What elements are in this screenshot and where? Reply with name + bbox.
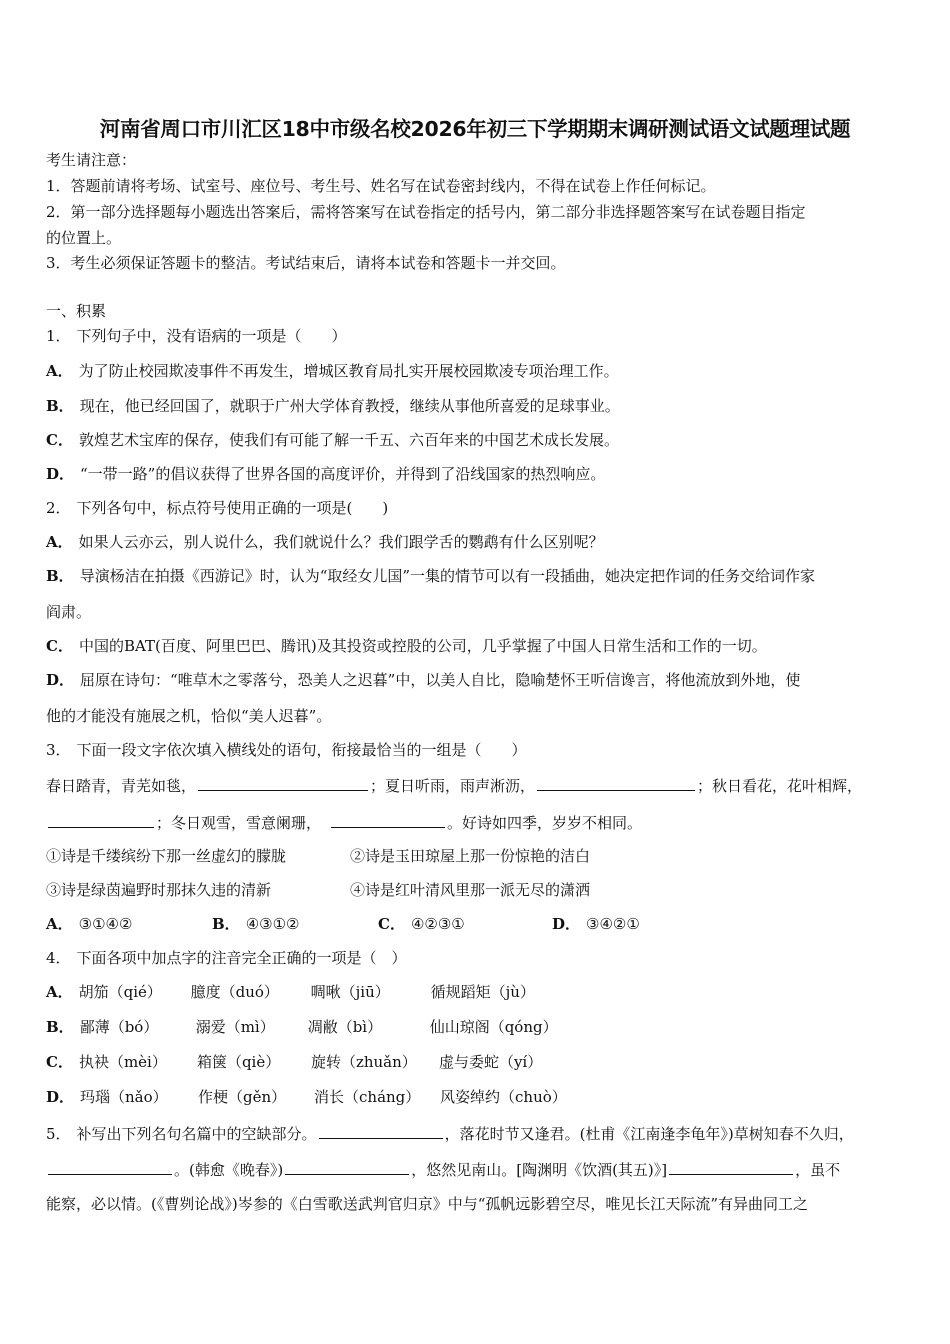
- option-text: 现在，他已经回国了，就职于广州大学体育教授，继续从事他所喜爱的足球事业。: [79, 397, 620, 415]
- passage-text: 春日踏青，青芜如毯，: [46, 777, 197, 795]
- answer-option: [378, 914, 552, 934]
- answer-blank[interactable]: [537, 775, 695, 791]
- q1-option-a: [46, 361, 619, 381]
- option-text: “一带一路”的倡议获得了世界各国的高度评价，并得到了沿线国家的热烈响应。: [80, 465, 606, 483]
- option-label: A．: [46, 983, 73, 1001]
- option-label: A．: [46, 533, 73, 551]
- option-label: D．: [46, 671, 75, 689]
- question-text: 下列各句中，标点符号使用正确的一项是( ): [76, 499, 389, 517]
- question-number: 4．: [46, 949, 71, 967]
- pinyin-item: 凋敝（bì）: [307, 1018, 383, 1036]
- option-text: ③④②①: [586, 915, 640, 933]
- exam-title: 河南省周口市川汇区18中市级名校2026年初三下学期期末调研测试语文试题理试题: [99, 117, 851, 141]
- q1-option-b: [46, 396, 620, 416]
- pinyin-item: 箱箧（qiè）: [196, 1053, 281, 1071]
- answer-blank[interactable]: [48, 1159, 172, 1175]
- pinyin-item: 鄙薄（bó）: [79, 1018, 159, 1036]
- q3-answer-options: [46, 914, 640, 934]
- choice-item: ②诗是玉田琼屋上那一份惊艳的洁白: [350, 847, 591, 865]
- option-label: B．: [46, 397, 74, 415]
- notice-item: 2．第一部分选择题每小题选出答案后，需将答案写在试卷指定的括号内，第二部分非选择题答案写在试卷题目指定: [46, 203, 806, 221]
- option-text: 如果人云亦云，别人说什么，我们就说什么？我们跟学舌的鹦鹉有什么区别呢？: [78, 533, 604, 551]
- question-text: 。(韩愈《晚春》): [174, 1161, 284, 1179]
- passage-text: ；夏日听雨，雨声淅沥，: [370, 777, 536, 795]
- section-heading: 一、积累: [46, 302, 107, 320]
- option-label: B．: [46, 1018, 74, 1036]
- option-label: B．: [46, 567, 74, 585]
- pinyin-item: 臆度（duó）: [190, 983, 279, 1001]
- pinyin-item: 仙山琼阁（qóng）: [429, 1018, 558, 1036]
- option-label: A．: [46, 915, 73, 933]
- q4-option-a: [46, 982, 535, 1002]
- pinyin-item: 啁啾（jiū）: [310, 983, 390, 1001]
- answer-blank[interactable]: [285, 1159, 409, 1175]
- notice-item: 3．考生必须保证答题卡的整洁。考试结束后，请将本试卷和答题卡一并交回。: [46, 254, 566, 272]
- answer-option: [46, 914, 212, 934]
- q3-choices-row-1: [46, 846, 590, 866]
- q1-option-c: [46, 430, 619, 450]
- option-text: 导演杨洁在拍摄《西游记》时，认为“取经女儿国”一集的情节可以有一段插曲，她决定把作词的任务交给词作家: [79, 567, 816, 585]
- question-text: ，悠然见南山。[陶渊明《饮酒(其五)》]: [411, 1161, 668, 1179]
- answer-blank[interactable]: [669, 1159, 793, 1175]
- answer-option: [212, 914, 378, 934]
- option-label: C．: [46, 1053, 73, 1071]
- q4-option-d: [46, 1087, 567, 1107]
- option-label: D．: [46, 465, 75, 483]
- question-number: 3．: [46, 741, 71, 759]
- q2-option-b: [46, 566, 815, 586]
- option-text: 为了防止校园欺凌事件不再发生，增城区教育局扎实开展校园欺凌专项治理工作。: [78, 362, 619, 380]
- question-number: 2．: [46, 499, 71, 517]
- pinyin-item: 玛瑙（nǎo）: [80, 1088, 168, 1106]
- option-text: 中国的BAT(百度、阿里巴巴、腾讯)及其投资或控股的公司，几乎掌握了中国人日常生活和工作的一切。: [78, 637, 767, 655]
- question-number: 1．: [46, 327, 71, 345]
- notice-item: 的位置上。: [46, 229, 122, 247]
- q2-option-b-continued: 阎肃。: [46, 603, 92, 621]
- option-text: ④②③①: [410, 915, 465, 933]
- option-text: 屈原在诗句：“唯草木之零落兮，恐美人之迟暮”中，以美人自比，隐喻楚怀王听信谗言，将他流放到外地，使: [80, 671, 801, 689]
- q4-option-c: [46, 1052, 542, 1072]
- option-label: D．: [46, 1088, 75, 1106]
- option-text: 敦煌艺术宝库的保存，使我们有可能了解一千五、六百年来的中国艺术成长发展。: [78, 431, 619, 449]
- pinyin-item: 旋转（zhuǎn）: [310, 1053, 417, 1071]
- passage-text: ；秋日看花，花叶相辉，: [697, 777, 863, 795]
- question-3-stem: [46, 740, 527, 760]
- q2-option-d: [46, 670, 800, 690]
- option-label: A．: [46, 362, 73, 380]
- pinyin-item: 循规蹈矩（jù）: [430, 983, 535, 1001]
- q2-option-d-continued: 他的才能没有施展之机，恰似“美人迟暮”。: [46, 707, 332, 725]
- option-text: ③①④②: [78, 915, 133, 933]
- question-text: 下面各项中加点字的注音完全正确的一项是（ ）: [76, 949, 407, 967]
- q4-option-b: [46, 1017, 558, 1037]
- answer-blank[interactable]: [48, 812, 154, 828]
- question-text: 补写出下列名句名篇中的空缺部分。: [76, 1125, 317, 1143]
- answer-option: [552, 915, 640, 933]
- question-4-stem: [46, 948, 407, 968]
- question-text: ，落花时节又逢君。(杜甫《江南逢李龟年》)草树知春不久归，: [444, 1125, 854, 1143]
- question-5-line-1: [46, 1123, 854, 1144]
- option-label: C．: [378, 915, 405, 933]
- option-label: C．: [46, 637, 73, 655]
- choice-item: ①诗是千缕缤纷下那一丝虚幻的朦胧: [46, 847, 287, 865]
- answer-blank[interactable]: [198, 775, 368, 791]
- option-label: D．: [552, 915, 581, 933]
- notice-item: 1．答题前请将考场、试室号、座位号、考生号、姓名写在试卷密封线内，不得在试卷上作任何标记。: [46, 177, 716, 195]
- option-label: C．: [46, 431, 73, 449]
- pinyin-item: 虚与委蛇（yí）: [438, 1053, 543, 1071]
- choice-item: ③诗是绿茵遍野时那抹久违的清新: [46, 881, 272, 899]
- q3-choices-row-2: [46, 880, 590, 900]
- q2-option-c: [46, 636, 767, 656]
- pinyin-item: 风姿绰约（chuò）: [440, 1088, 567, 1106]
- pinyin-item: 溺爱（mì）: [195, 1018, 275, 1036]
- q2-option-a: [46, 532, 604, 552]
- question-text: ，虽不: [795, 1161, 841, 1179]
- passage-text: 。好诗如四季，岁岁不相同。: [447, 814, 643, 832]
- pinyin-item: 作梗（gěn）: [198, 1088, 287, 1106]
- question-text: 下列句子中，没有语病的一项是（ ）: [76, 327, 347, 345]
- q3-passage-line-1: [46, 775, 862, 796]
- question-1-stem: [46, 326, 347, 346]
- passage-text: ；冬日观雪，雪意阑珊，: [156, 814, 322, 832]
- question-text: 下面一段文字依次填入横线处的语句，衔接最恰当的一组是（ ）: [76, 741, 527, 759]
- answer-blank[interactable]: [319, 1123, 443, 1139]
- answer-blank[interactable]: [331, 812, 445, 828]
- q3-passage-line-2: [46, 812, 642, 833]
- notice-heading: 考生请注意：: [46, 151, 137, 169]
- option-label: B．: [212, 915, 240, 933]
- question-5-line-2: [46, 1159, 840, 1180]
- option-text: ④③①②: [245, 915, 300, 933]
- question-5-line-3: 能察，必以情。(《曹刿论战》)岑参的《白雪歌送武判官归京》中与“孤帆远影碧空尽，唯见长江天际流”有异曲同工之: [46, 1195, 809, 1213]
- choice-item: ④诗是红叶清风里那一派无尽的潇洒: [350, 881, 591, 899]
- pinyin-item: 胡笳（qié）: [78, 983, 162, 1001]
- q1-option-d: [46, 464, 605, 484]
- question-2-stem: [46, 498, 388, 518]
- question-number: 5．: [46, 1125, 71, 1143]
- pinyin-item: 消长（cháng）: [314, 1088, 421, 1106]
- pinyin-item: 执袂（mèi）: [78, 1053, 167, 1071]
